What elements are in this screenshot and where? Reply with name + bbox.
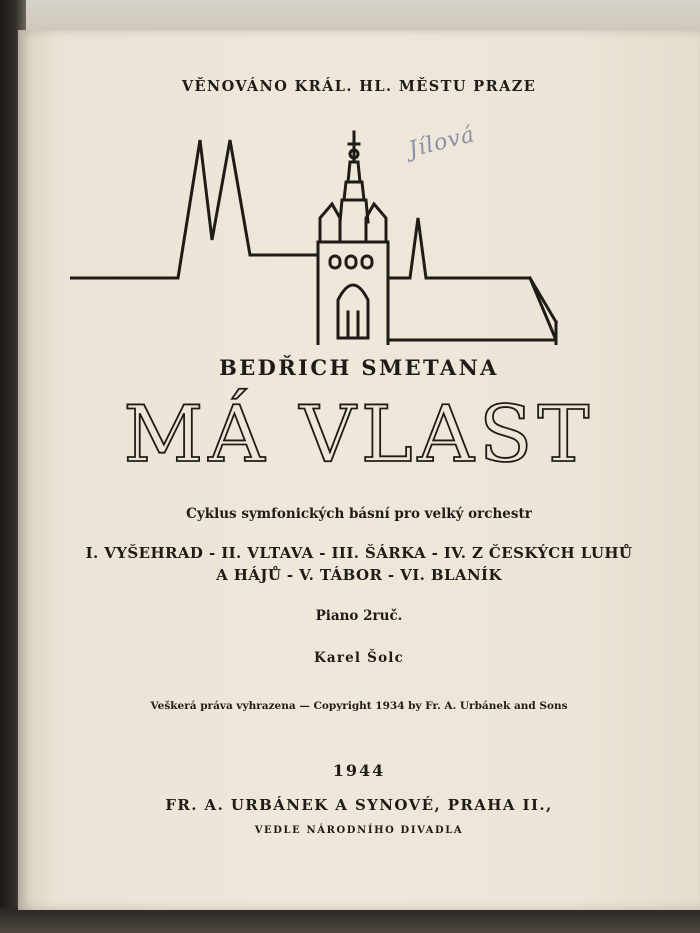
pieces-list	[18, 542, 700, 586]
subtitle: Cyklus symfonických básní pro velký orchestr	[186, 506, 532, 522]
composer-name: BEDŘICH SMETANA	[219, 355, 499, 380]
prague-skyline-illustration	[70, 100, 650, 345]
background-surface	[0, 0, 700, 30]
book-bottom-edge	[0, 908, 700, 933]
arrangement-text: Piano 2ruč.	[315, 608, 403, 624]
pieces-line-2: A HÁJŮ - V. TÁBOR - VI. BLANÍK	[216, 566, 502, 584]
publisher-location: VEDLE NÁRODNÍHO DIVADLA	[254, 825, 464, 836]
work-title: MÁ VLAST	[123, 390, 595, 480]
copyright-notice: Veškerá práva vyhrazena — Copyright 1934 by Fr. A. Urbánek and Sons	[150, 700, 568, 712]
pieces-line-1: I. VYŠEHRAD - II. VLTAVA - III. ŠÁRKA - IV. Z ČESKÝCH LUHŮ	[85, 544, 633, 562]
publisher-name: FR. A. URBÁNEK A SYNOVÉ, PRAHA II.,	[165, 796, 553, 814]
arranger-name: Karel Šolc	[313, 650, 405, 666]
title-page	[18, 30, 700, 910]
dedication-text: VĚNOVÁNO KRÁL. HL. MĚSTU PRAZE	[181, 78, 537, 95]
handwritten-note: Jílová	[405, 122, 478, 163]
publication-year: 1944	[332, 761, 386, 780]
